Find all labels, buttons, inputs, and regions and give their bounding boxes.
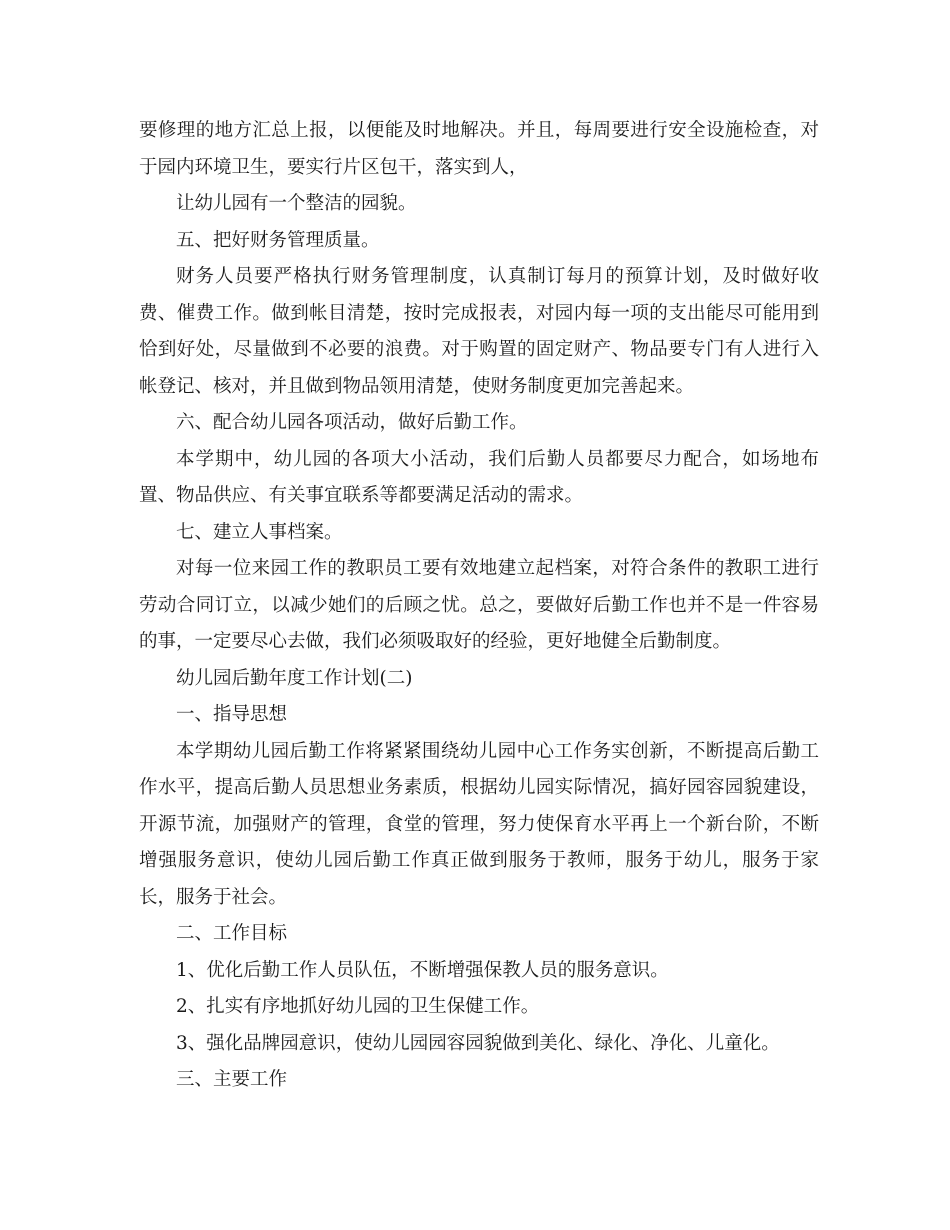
section-heading: 六、配合幼儿园各项活动，做好后勤工作。 (176, 412, 528, 433)
section-heading: 一、指导思想 (176, 704, 288, 725)
paragraph: 对每一位来园工作的教职员工要有效地建立起档案，对符合条件的教职工进行劳动合同订立，以减少她们的后顾之忧。总之，要做好后勤工作也并不是一件容易的事，一定要尽心去做，我们必须吸取好的经验，更好地健全后勤制度。 (139, 558, 819, 652)
list-item: 1、优化后勤工作人员队伍，不断增强保教人员的服务意识。 (176, 959, 669, 981)
list-item: 3、强化品牌园意识，使幼儿园园容园貌做到美化、绿化、净化、儿童化。 (176, 1032, 780, 1054)
section-heading: 三、主要工作 (176, 1069, 288, 1090)
list-item: 2、扎实有序地抓好幼儿园的卫生保健工作。 (176, 996, 540, 1017)
document-body (139, 113, 819, 1099)
section-heading: 五、把好财务管理质量。 (176, 229, 380, 251)
section-heading: 七、建立人事档案。 (176, 521, 343, 543)
paragraph: 财务人员要严格执行财务管理制度，认真制订每月的预算计划，及时做好收费、催费工作。做到帐目清楚，按时完成报表，对园内每一项的支出能尽可能用到恰到好处，尽量做到不必要的浪费。对于购置的固定财产、物品要专门有人进行入帐登记、核对，并且做到物品领用清楚，使财务制度更加完善起来。 (139, 266, 819, 397)
document-subtitle: 幼儿园后勤年度工作计划(二) (176, 667, 413, 689)
section-heading: 二、工作目标 (176, 923, 288, 944)
paragraph: 本学期幼儿园后勤工作将紧紧围绕幼儿园中心工作务实创新，不断提高后勤工作水平，提高后勤人员思想业务素质，根据幼儿园实际情况，搞好园容园貌建设，开源节流，加强财产的管理，食堂的管理，努力使保育水平再上一个新台阶，不断增强服务意识，使幼儿园后勤工作真正做到服务于教师，服务于幼儿，服务于家长，服务于社会。 (139, 740, 819, 908)
paragraph: 本学期中，幼儿园的各项大小活动，我们后勤人员都要尽力配合，如场地布置、物品供应、有关事宜联系等都要满足活动的需求。 (139, 448, 819, 506)
paragraph: 让幼儿园有一个整洁的园貌。 (176, 193, 417, 214)
paragraph: 要修理的地方汇总上报，以便能及时地解决。并且，每周要进行安全设施检查，对于园内环境卫生，要实行片区包干，落实到人， (139, 120, 819, 178)
